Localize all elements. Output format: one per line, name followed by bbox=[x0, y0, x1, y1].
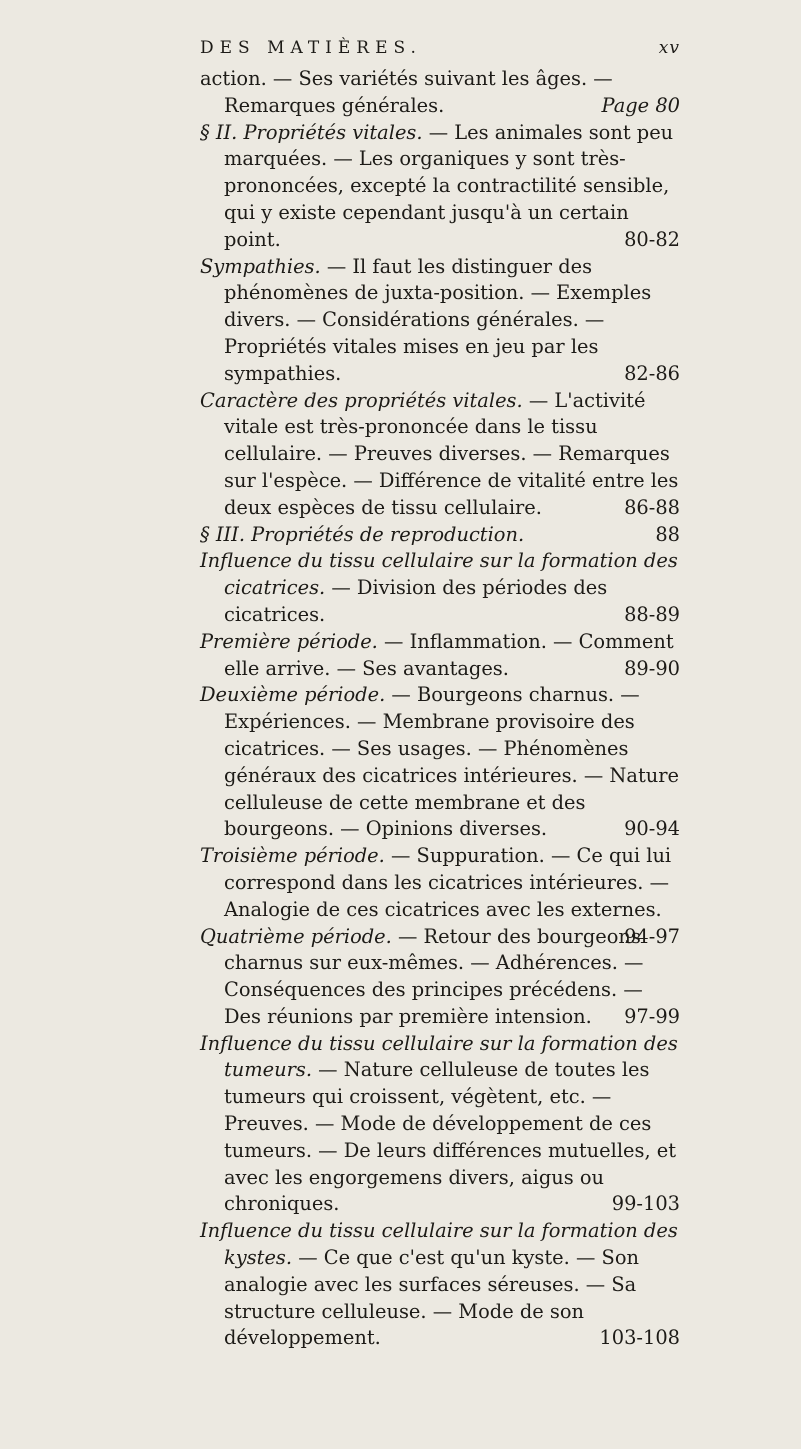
toc-entry bbox=[200, 548, 680, 628]
entry-page: 82-86 bbox=[624, 361, 680, 385]
toc-entry bbox=[200, 388, 680, 522]
toc-entry bbox=[200, 254, 680, 388]
entry-heading: Influence du tissu cellulaire sur la formation des tumeurs. bbox=[200, 1031, 678, 1082]
toc-entry bbox=[200, 522, 680, 549]
entry-page: 80-82 bbox=[624, 227, 680, 251]
running-header bbox=[200, 38, 680, 58]
entry-heading: Caractère des propriétés vitales. bbox=[200, 388, 523, 412]
entry-text: — Nature celluleuse de toutes les tumeurs qui croissent, végètent, etc. — Preuves. — Mode de développement de ces tumeurs. — De leurs différences mutuelles, et avec les engorgemens divers, aigus ou chroniques. bbox=[224, 1058, 677, 1216]
entry-heading: Troisième période. bbox=[200, 844, 385, 868]
entry-page: 94-97 bbox=[624, 924, 680, 948]
entry-page: 97-99 bbox=[624, 1004, 680, 1028]
entry-heading: § II. Propriétés vitales. bbox=[200, 120, 423, 144]
entry-text: — Division des périodes des cicatrices. bbox=[224, 576, 608, 626]
entry-heading: Deuxième période. bbox=[200, 683, 386, 707]
entry-text: — Bourgeons charnus. — Expériences. — Membrane provisoire des cicatrices. — Ses usages. — Phénomènes généraux des cicatrices intérieures. — Nature celluleuse de cette membrane et des bourgeons. — Opinions diverses. bbox=[224, 683, 679, 841]
entry-page: 89-90 bbox=[624, 656, 680, 680]
toc-entry bbox=[200, 1218, 680, 1352]
entry-heading: § III. Propriétés de reproduction. bbox=[200, 522, 525, 546]
entry-page: Page 80 bbox=[601, 93, 680, 117]
toc-entry bbox=[200, 682, 680, 843]
page-number: xv bbox=[658, 38, 680, 58]
entry-page: 86-88 bbox=[624, 495, 680, 519]
header-title: DES MATIÈRES. bbox=[200, 38, 422, 58]
table-of-contents bbox=[200, 66, 680, 1352]
entry-page: 99-103 bbox=[611, 1192, 680, 1216]
toc-entry bbox=[200, 629, 680, 683]
entry-heading: Quatrième période. bbox=[200, 924, 392, 948]
toc-entry bbox=[200, 924, 680, 1031]
toc-entry bbox=[200, 120, 680, 254]
entry-page: 88 bbox=[655, 522, 680, 546]
entry-text: — Suppuration. — Ce qui lui correspond dans les cicatrices intérieures. — Analogie de ces cicatrices avec les externes. bbox=[224, 844, 672, 921]
entry-heading: Influence du tissu cellulaire sur la formation des kystes. bbox=[200, 1219, 678, 1270]
entry-text: action. — Ses variétés suivant les âges. — Remarques générales. bbox=[200, 67, 613, 117]
entry-text: — Ce que c'est qu'un kyste. — Son analogie avec les surfaces séreuses. — Sa structure celluleuse. — Mode de son développement. bbox=[224, 1246, 639, 1350]
entry-text: — Il faut les distinguer des phénomènes de juxta-position. — Exemples divers. — Considérations générales. — Propriétés vitales mises en jeu par les sympathies. bbox=[224, 254, 652, 385]
toc-entry bbox=[200, 1031, 680, 1219]
entry-heading: Influence du tissu cellulaire sur la formation des cicatrices. bbox=[200, 549, 678, 600]
entry-page: 88-89 bbox=[624, 602, 680, 626]
toc-entry bbox=[200, 66, 680, 120]
entry-text: — Les animales sont peu marquées. — Les organiques y sont très-prononcées, excepté la contractilité sensible, qui y existe cependant jusqu'à un certain point. bbox=[224, 120, 674, 251]
entry-text: — Retour des bourgeons charnus sur eux-mêmes. — Adhérences. — Conséquences des principes précédens. — Des réunions par première intension. bbox=[224, 924, 644, 1028]
entry-text: — L'activité vitale est très-prononcée dans le tissu cellulaire. — Preuves diverses. — Remarques sur l'espèce. — Différence de vitalité entre les deux espèces de tissu cellulaire. bbox=[224, 388, 679, 519]
entry-heading: Sympathies. bbox=[200, 254, 321, 278]
entry-page: 103-108 bbox=[599, 1326, 680, 1350]
entry-heading: Première période. bbox=[200, 629, 378, 653]
entry-text: — Inflammation. — Comment elle arrive. — Ses avantages. bbox=[224, 629, 674, 680]
entry-page: 90-94 bbox=[624, 817, 680, 841]
